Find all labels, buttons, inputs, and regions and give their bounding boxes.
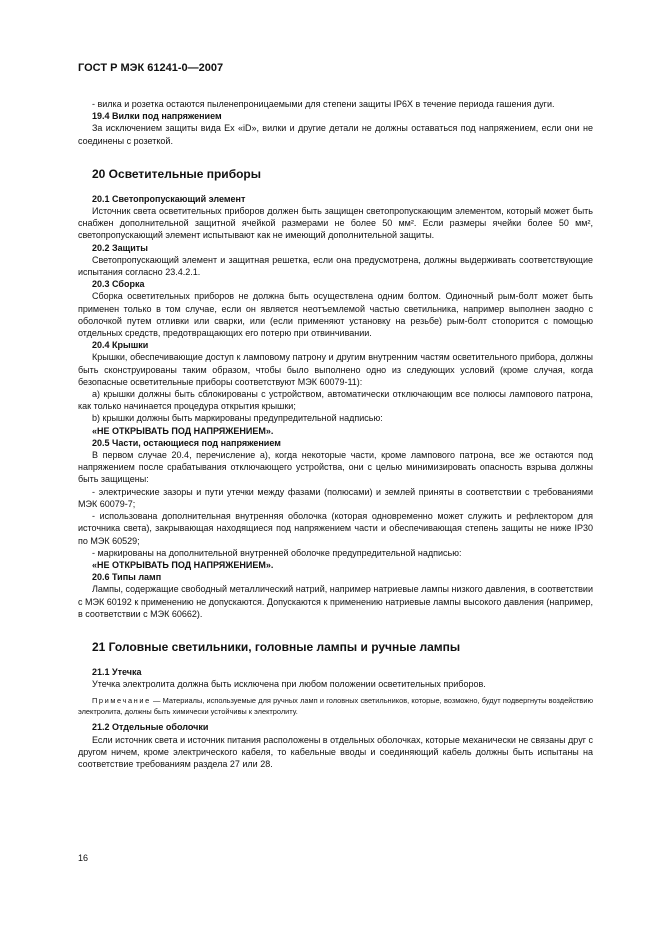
clause-20-5-item-3: - маркированы на дополнительной внутренней оболочке предупредительной надписью:: [92, 547, 462, 558]
note-text: — Материалы, используемые для ручных ламп и головных светильников, которые, возможно, будут подвергнуты воздействию электролита, должны быть химически устойчивы к электролиту.: [78, 696, 593, 716]
clause-20-5-text: В первом случае 20.4, перечисление а), когда некоторые части, кроме лампового патрона, все же остаются под напряжением после срабатывания отключающего устройства, они с целью минимизировать опасность взрыва должны быть защищены:: [78, 450, 593, 485]
paragraph-19-3-continuation: - вилка и розетка остаются пыленепроницаемыми для степени защиты IP6X в течение периода гашения дуги.: [92, 99, 555, 109]
note: [78, 696, 593, 717]
clause-20-5-title: 20.5 Части, остающиеся под напряжением: [92, 437, 281, 448]
document-header: ГОСТ Р МЭК 61241-0—2007: [78, 62, 224, 74]
clause-21-1-text: Утечка электролита должна быть исключена при любом положении осветительных приборов.: [92, 679, 486, 690]
clause-20-2-text: Светопропускающий элемент и защитная решетка, если она предусмотрена, должны выдерживать соответствующие испытания согласно 23.4.2.1.: [78, 254, 593, 278]
clause-20-4-item-b: b) крышки должны быть маркированы предупредительной надписью:: [92, 413, 383, 424]
clause-21-1-title: 21.1 Утечка: [92, 666, 142, 677]
clause-20-4-text: Крышки, обеспечивающие доступ к ламповому патрону и другим внутренним частям осветительного прибора, должны быть сконструированы таким образом, чтобы было выполнено одно из следующих условий (кроме случая, когда безопасные осветительные приборы соответствуют МЭК 60079-11):: [78, 352, 593, 387]
section-21-title: 21 Головные светильники, головные лампы и ручные лампы: [92, 639, 461, 654]
warning-label-1: «НЕ ОТКРЫВАТЬ ПОД НАПРЯЖЕНИЕМ».: [92, 425, 274, 436]
clause-20-6-title: 20.6 Типы ламп: [92, 572, 162, 583]
clause-20-4-item-a: а) крышки должны быть сблокированы с устройством, автоматически отключающим все полюсы лампового патрона, как только начинается процедура открытия крышки;: [78, 389, 593, 412]
clause-21-2-text: Если источник света и источник питания расположены в отдельных оболочках, которые механически не связаны друг с другом ничем, кроме электрического кабеля, то кабельные вводы и соединяющий кабель должны быть испытаны на соответствие требованиям раздела 27 или 28.: [78, 734, 593, 769]
clause-20-5-item-2: - использована дополнительная внутренняя оболочка (которая одновременно может служить и рефлектором для источника света), закрывающая находящиеся под напряжением части и обеспечивающая степень защиты не ниже IP30 по МЭК 60529;: [78, 511, 593, 546]
page-number: 16: [78, 853, 89, 863]
clause-20-3-title: 20.3 Сборка: [92, 279, 145, 290]
warning-label-2: «НЕ ОТКРЫВАТЬ ПОД НАПРЯЖЕНИЕМ».: [92, 559, 274, 570]
clause-20-1-title: 20.1 Светопропускающий элемент: [92, 193, 246, 204]
clause-20-6-text: Лампы, содержащие свободный металлический натрий, например натриевые лампы низкого давления, в соответствии с МЭК 60192 к применению не допускаются. Допускаются к применению натриевые лампы высокого давления (например, в соответствии с МЭК 60662).: [78, 584, 593, 619]
document-page: [78, 58, 593, 770]
note-label: Примечание: [92, 696, 151, 706]
section-20-title: 20 Осветительные приборы: [92, 166, 262, 181]
clause-19-4-title: 19.4 Вилки под напряжением: [92, 111, 222, 122]
clause-20-2-title: 20.2 Защиты: [92, 242, 148, 253]
clause-21-2-title: 21.2 Отдельные оболочки: [92, 722, 209, 733]
clause-20-5-item-1: - электрические зазоры и пути утечки между фазами (полюсами) и землей приняты в соответствии с требованиями МЭК 60079-7;: [78, 486, 593, 509]
clause-20-1-text: Источник света осветительных приборов должен быть защищен светопропускающим элементом, который может быть снабжен дополнительной защитной ячейкой размерами не более 50 мм². Если размеры ячейки более 50 мм², светопропускающий элемент испытывают как не имеющий дополнительной защиты.: [78, 206, 593, 241]
clause-20-3-text: Сборка осветительных приборов не должна быть осуществлена одним болтом. Одиночный рым-болт может быть применен только в том случае, если он является неотъемлемой частью светильника, например выполнен заодно с оболочкой путем отливки или сварки, или (если применяют установку на резьбе) рым-болт стопорится с помощью отдельных средств, предотвращающих его потерю при отвинчивании.: [78, 291, 593, 339]
clause-19-4-text: За исключением защиты вида Ex «iD», вилки и другие детали не должны оставаться под напряжением, если они не соединены с розеткой.: [78, 123, 593, 146]
clause-20-4-title: 20.4 Крышки: [92, 340, 149, 351]
